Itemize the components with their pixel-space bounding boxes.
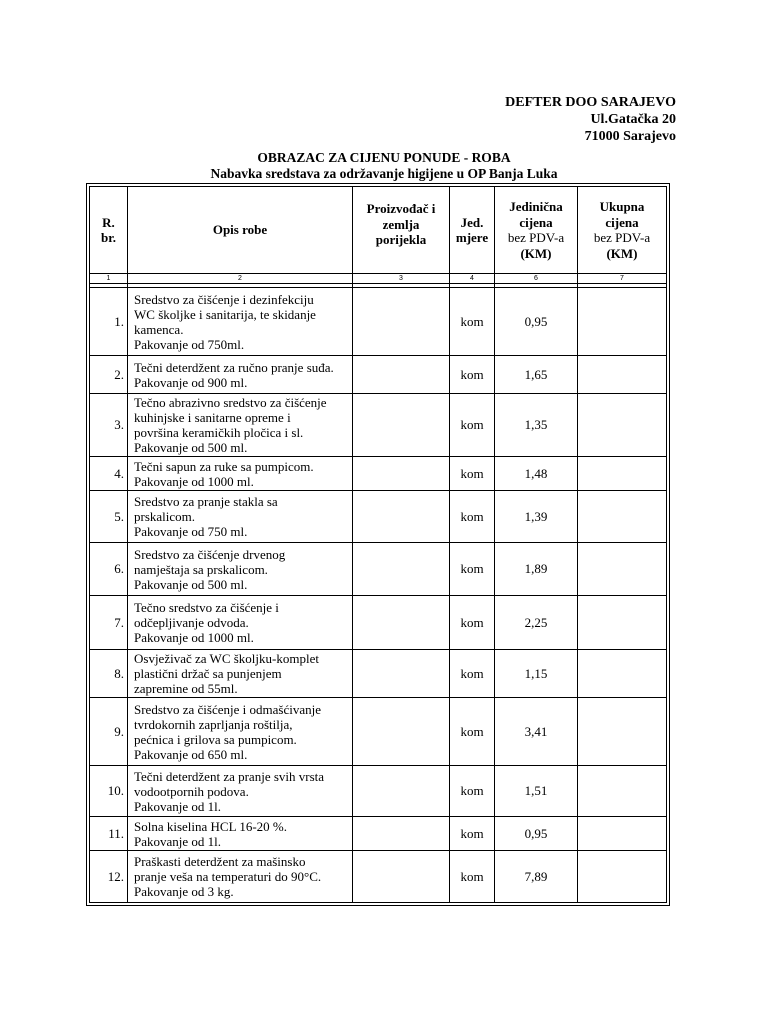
unit-price: 2,25 — [495, 596, 578, 650]
description-line: Pakovanje od 1000 ml. — [134, 630, 254, 645]
unit-of-measure: kom — [450, 394, 495, 457]
description-line: prskalicom. — [134, 509, 196, 524]
row-number: 4. — [90, 457, 128, 491]
column-number: 3 — [353, 274, 450, 284]
unit-price: 1,51 — [495, 766, 578, 817]
item-description — [128, 766, 353, 817]
description-line: Tečno sredstvo za čišćenje i — [134, 600, 279, 615]
column-number: 2 — [128, 274, 353, 284]
unit-of-measure: kom — [450, 491, 495, 543]
unit-of-measure: kom — [450, 457, 495, 491]
manufacturer-cell — [353, 766, 450, 817]
manufacturer-cell — [353, 543, 450, 596]
item-description — [128, 543, 353, 596]
item-description — [128, 596, 353, 650]
description-line: Pakovanje od 500 ml. — [134, 576, 248, 592]
description-line: Tečni deterdžent za pranje svih vrsta — [134, 768, 325, 784]
table-row — [90, 394, 667, 457]
unit-price: 1,39 — [495, 491, 578, 543]
column-number: 7 — [578, 274, 667, 284]
description-line: Praškasti deterdžent za mašinsko — [134, 854, 306, 869]
row-number: 8. — [90, 650, 128, 698]
unit-of-measure: kom — [450, 543, 495, 596]
description-line: vodootpornih podova. — [134, 783, 249, 799]
manufacturer-cell — [353, 288, 450, 356]
description-line: Sredstvo za čišćenje i odmašćivanje — [134, 701, 321, 717]
total-price-cell — [578, 817, 667, 851]
unit-price: 0,95 — [495, 817, 578, 851]
company-address — [505, 94, 676, 145]
description-line: Pakovanje od 1l. — [134, 833, 222, 849]
header-description: Opis robe — [128, 187, 353, 274]
item-description — [128, 457, 353, 491]
manufacturer-cell — [353, 650, 450, 698]
header-manufacturer: Proizvođač i zemlja porijekla — [353, 187, 450, 274]
description-line: plastični držač sa punjenjem — [134, 666, 282, 681]
item-description — [128, 650, 353, 698]
description-line: Osvježivač za WC školjku-komplet — [134, 651, 319, 666]
total-price-cell — [578, 457, 667, 491]
table-row — [90, 698, 667, 766]
manufacturer-cell — [353, 698, 450, 766]
form-title-block — [0, 150, 768, 182]
total-price-cell — [578, 650, 667, 698]
unit-price: 1,15 — [495, 650, 578, 698]
manufacturer-cell — [353, 491, 450, 543]
description-line: Pakovanje od 1l. — [134, 798, 222, 814]
unit-price: 1,65 — [495, 356, 578, 394]
form-title: OBRAZAC ZA CIJENU PONUDE - ROBA — [257, 150, 511, 165]
item-description — [128, 491, 353, 543]
row-number: 11. — [90, 817, 128, 851]
description-line: namještaja sa prskalicom. — [134, 561, 268, 577]
header-total-price: Ukupna cijena bez PDV-a (KM) — [578, 187, 667, 274]
unit-of-measure: kom — [450, 356, 495, 394]
unit-price: 1,35 — [495, 394, 578, 457]
table-row — [90, 766, 667, 817]
item-description — [128, 394, 353, 457]
table-row — [90, 457, 667, 491]
table-row — [90, 356, 667, 394]
row-number: 5. — [90, 491, 128, 543]
manufacturer-cell — [353, 817, 450, 851]
description-line: Pakovanje od 1000 ml. — [134, 473, 254, 489]
description-line: Tečno abrazivno sredstvo za čišćenje — [134, 395, 327, 410]
unit-price: 7,89 — [495, 851, 578, 903]
unit-of-measure: kom — [450, 288, 495, 356]
description-line: Pakovanje od 650 ml. — [134, 746, 248, 762]
header-row-number: R. br. — [90, 187, 128, 274]
row-number: 2. — [90, 356, 128, 394]
description-line: kuhinjske i sanitarne opreme i — [134, 410, 291, 425]
header-unit-price: Jedinična cijena bez PDV-a (KM) — [495, 187, 578, 274]
description-line: Pakovanje od 3 kg. — [134, 884, 234, 899]
manufacturer-cell — [353, 394, 450, 457]
row-number: 9. — [90, 698, 128, 766]
table-row — [90, 650, 667, 698]
total-price-cell — [578, 356, 667, 394]
table-row — [90, 817, 667, 851]
description-line: tvrdokornih zaprljanja roštilja, — [134, 716, 293, 732]
row-number: 12. — [90, 851, 128, 903]
description-line: Pakovanje od 900 ml. — [134, 374, 248, 390]
description-line: pećnica i grilova sa pumpicom. — [134, 731, 297, 747]
item-description — [128, 698, 353, 766]
description-line: Sredstvo za pranje stakla sa — [134, 494, 278, 509]
manufacturer-cell — [353, 596, 450, 650]
unit-of-measure: kom — [450, 851, 495, 903]
unit-price: 1,89 — [495, 543, 578, 596]
unit-of-measure: kom — [450, 650, 495, 698]
row-number: 1. — [90, 288, 128, 356]
header-unit: Jed. mjere — [450, 187, 495, 274]
row-number: 3. — [90, 394, 128, 457]
item-description — [128, 288, 353, 356]
manufacturer-cell — [353, 457, 450, 491]
description-line: Solna kiselina HCL 16-20 %. — [134, 818, 287, 834]
unit-of-measure: kom — [450, 817, 495, 851]
total-price-cell — [578, 766, 667, 817]
table-row — [90, 596, 667, 650]
unit-of-measure: kom — [450, 698, 495, 766]
table-row — [90, 288, 667, 356]
column-number-row — [90, 274, 667, 284]
total-price-cell — [578, 543, 667, 596]
row-number: 6. — [90, 543, 128, 596]
manufacturer-cell — [353, 851, 450, 903]
total-price-cell — [578, 491, 667, 543]
description-line: Pakovanje od 500 ml. — [134, 440, 248, 455]
description-line: pranje veša na temperaturi do 90°C. — [134, 869, 322, 884]
column-number: 4 — [450, 274, 495, 284]
company-street: Ul.Gatačka 20 — [590, 112, 676, 127]
table-row — [90, 543, 667, 596]
column-number: 6 — [495, 274, 578, 284]
description-line: Pakovanje od 750ml. — [134, 336, 245, 352]
description-line: zapremine od 55ml. — [134, 681, 238, 696]
price-offer-table — [89, 186, 667, 903]
column-number: 1 — [90, 274, 128, 284]
description-line: Tečni deterdžent za ručno pranje suđa. — [134, 359, 334, 375]
total-price-cell — [578, 596, 667, 650]
description-line: odčepljivanje odvoda. — [134, 615, 249, 630]
description-line: Pakovanje od 750 ml. — [134, 524, 248, 539]
description-line: Sredstvo za čišćenje drvenog — [134, 546, 286, 562]
total-price-cell — [578, 288, 667, 356]
item-description — [128, 817, 353, 851]
manufacturer-cell — [353, 356, 450, 394]
row-number: 10. — [90, 766, 128, 817]
unit-price: 1,48 — [495, 457, 578, 491]
unit-of-measure: kom — [450, 766, 495, 817]
table-row — [90, 851, 667, 903]
unit-of-measure: kom — [450, 596, 495, 650]
description-line: Sredstvo za čišćenje i dezinfekciju — [134, 291, 314, 307]
form-subtitle: Nabavka sredstava za održavanje higijene u OP Banja Luka — [210, 166, 558, 181]
unit-price: 3,41 — [495, 698, 578, 766]
table-row — [90, 491, 667, 543]
table-header-row — [90, 187, 667, 274]
row-number: 7. — [90, 596, 128, 650]
description-line: kamenca. — [134, 321, 184, 337]
total-price-cell — [578, 698, 667, 766]
company-city: 71000 Sarajevo — [584, 129, 676, 144]
item-description — [128, 356, 353, 394]
unit-price: 0,95 — [495, 288, 578, 356]
item-description — [128, 851, 353, 903]
description-line: WC školjke i sanitarija, te skidanje — [134, 306, 316, 322]
description-line: Tečni sapun za ruke sa pumpicom. — [134, 458, 314, 474]
company-name: DEFTER DOO SARAJEVO — [505, 95, 676, 110]
description-line: površina keramičkih pločica i sl. — [134, 425, 304, 440]
total-price-cell — [578, 394, 667, 457]
total-price-cell — [578, 851, 667, 903]
